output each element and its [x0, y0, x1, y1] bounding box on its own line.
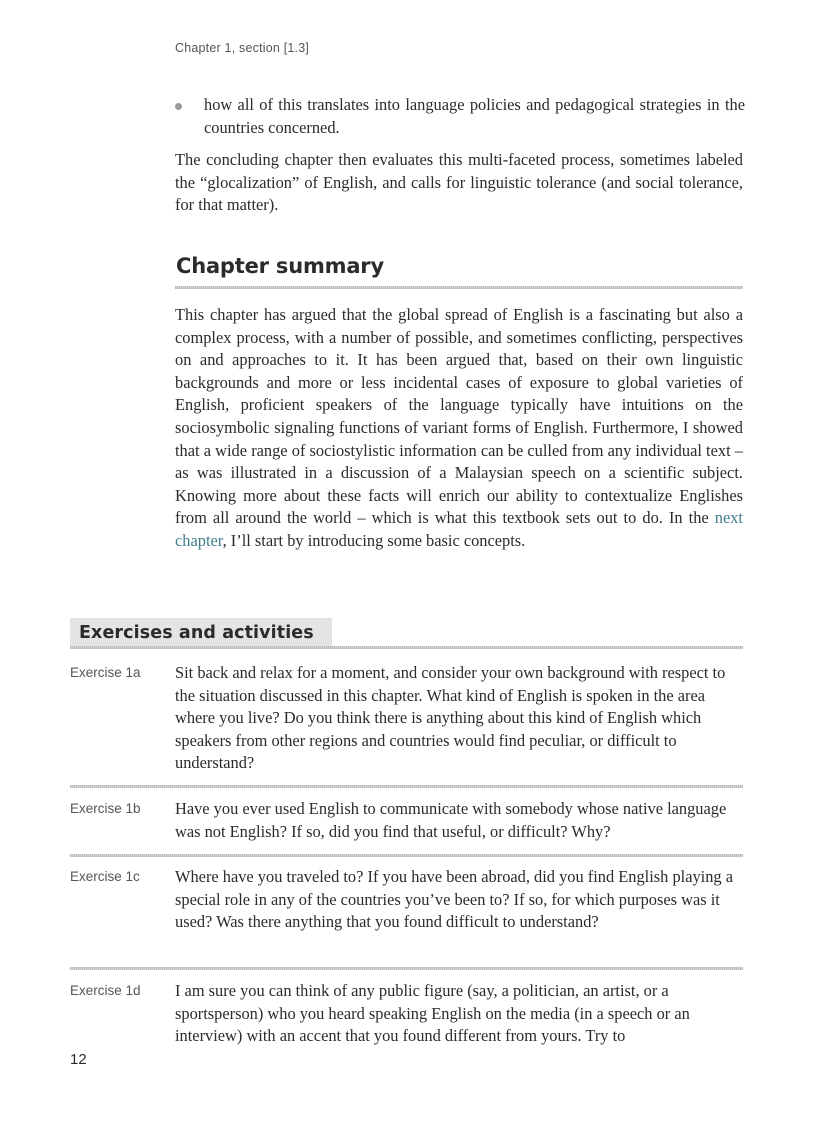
chapter-summary-paragraph — [175, 304, 743, 553]
chapter-summary-rule — [175, 286, 743, 289]
exercise-text: I am sure you can think of any public figure (say, a politician, an artist, or a sportsperson) who you heard speaking English on the media (in a speech or an interview) with an accent that you found different from yours. Try to — [175, 981, 690, 1046]
exercise-label: Exercise 1d — [70, 983, 141, 998]
exercise-label: Exercise 1b — [70, 801, 141, 816]
bullet-text: how all of this translates into language policies and pedagogical strategies in the countries concerned. — [204, 95, 745, 137]
exercise-label: Exercise 1a — [70, 665, 141, 680]
exercise-divider — [70, 854, 743, 857]
exercise-label: Exercise 1c — [70, 869, 140, 884]
bullet-dot-icon — [175, 103, 182, 110]
exercises-heading: Exercises and activities — [70, 618, 332, 648]
summary-text-before-link: This chapter has argued that the global spread of English is a fascinating but also a complex process, with a number of possible, and sometimes conflicting, perspectives on and approaches to it. It has been argued that, based on their own linguistic backgrounds and more or less incidental cases of exposure to global varieties of English, proficient speakers of the language typically have intuitions on the sociosymbolic signaling functions of variant forms of English. Furthermore, I showed that a wide range of sociostylistic information can be culled from any individual text – as was illustrated in a discussion of a Malaysian speech on a scientific subject. Knowing more about these facts will enrich our ability to contextualize Englishes from all around the world – which is what this textbook sets out to do. In the — [175, 305, 743, 528]
summary-text-after-link: , I’ll start by introducing some basic concepts. — [222, 530, 526, 550]
exercise-divider — [70, 967, 743, 970]
bullet-item — [175, 94, 745, 139]
next-chapter-link[interactable]: next chapter — [175, 508, 743, 550]
chapter-summary-heading: Chapter summary — [176, 254, 384, 278]
exercise-text: Where have you traveled to? If you have been abroad, did you find English playing a special role in any of the countries you’ve been to? If so, for which purposes was it used? Was there anything that you found difficult to understand? — [175, 867, 734, 932]
exercises-heading-rule — [70, 646, 743, 649]
exercise-text: Sit back and relax for a moment, and consider your own background with respect to the situation discussed in this chapter. What kind of English is spoken in the area where you live? Do you think there is anything about this kind of English which speakers from other regions and countries would find peculiar, or difficult to understand? — [175, 663, 726, 773]
exercise-text: Have you ever used English to communicate with somebody whose native language was not English? If so, did you find that useful, or difficult? Why? — [175, 799, 727, 841]
running-head: Chapter 1, section [1.3] — [175, 41, 310, 55]
exercise-divider — [70, 785, 743, 788]
page-number: 12 — [70, 1051, 87, 1068]
concluding-paragraph: The concluding chapter then evaluates this multi-faceted process, sometimes labeled the “glocalization” of English, and calls for linguistic tolerance (and social tolerance, for that matter). — [175, 150, 743, 215]
